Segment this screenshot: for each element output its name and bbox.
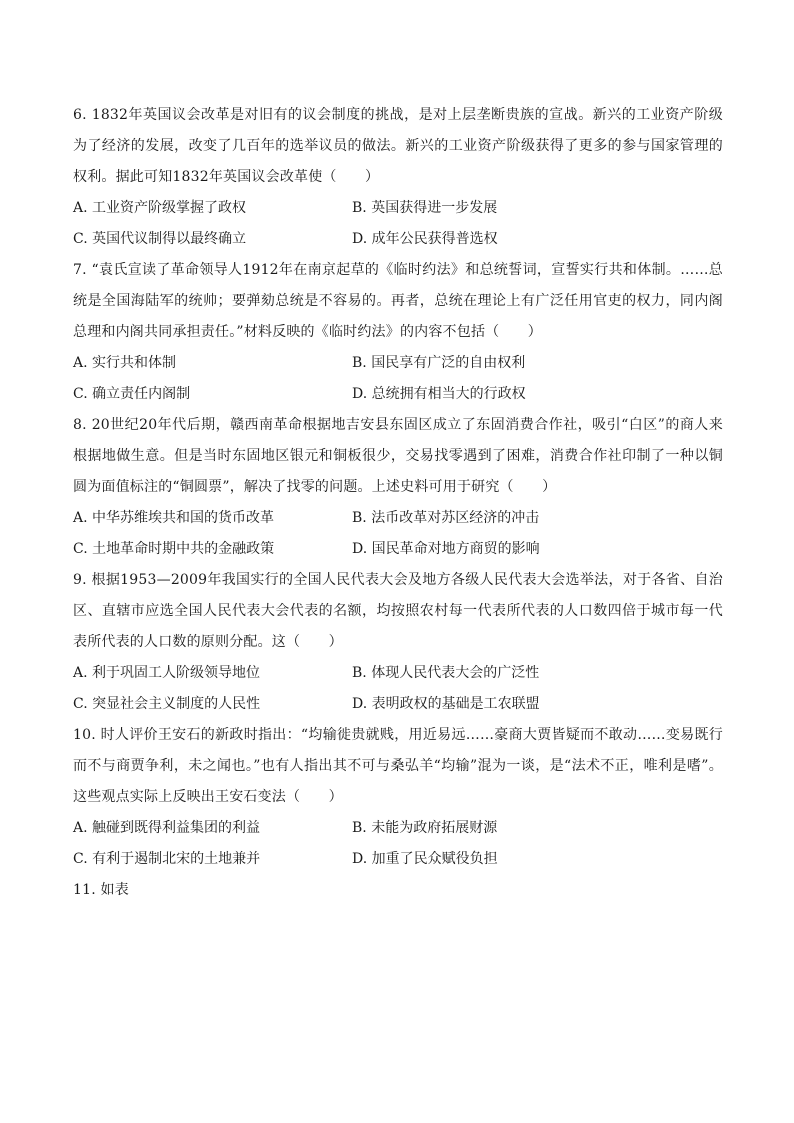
option-d: D. 加重了民众赋役负担 [352,851,498,867]
exam-page [73,100,723,906]
question-stem: 6. 1832年英国议会改革是对旧有的议会制度的挑战，是对上层垄断贵族的宣战。新兴的工业资产阶级为了经济的发展，改变了几百年的选举议员的做法。新兴的工业资产阶级获得了更多的参与国家管理的权利。据此可知1832年英国议会改革使（ ） [73,107,723,185]
question-stem: 11. 如表 [73,882,129,898]
option-d: D. 表明政权的基础是工农联盟 [352,696,540,712]
option-a: A. 利于巩固工人阶级领导地位 [73,665,261,681]
option-d: D. 总统拥有相当大的行政权 [352,386,526,402]
question-6 [73,100,723,255]
option-b: B. 国民享有广泛的自由权利 [352,355,526,371]
option-c: C. 突显社会主义制度的人民性 [73,696,261,712]
question-11 [73,875,723,906]
question-8 [73,410,723,565]
option-b: B. 体现人民代表大会的广泛性 [352,665,540,681]
question-stem: 7. “袁氏宣读了革命领导人1912年在南京起草的《临时约法》和总统誓词，宣誓实行共和体制。……总统是全国海陆军的统帅；要弹劾总统是不容易的。再者，总统在理论上有广泛任用官吏的权力，同内阁总理和内阁共同承担责任。”材料反映的《临时约法》的内容不包括（ ） [73,262,723,340]
option-a: A. 触碰到既得利益集团的利益 [73,820,261,836]
options-grid [73,193,723,255]
option-c: C. 确立责任内阁制 [73,386,191,402]
option-c: C. 有利于遏制北宋的土地兼并 [73,851,261,867]
question-stem: 10. 时人评价王安石的新政时指出：“均输徙贵就贱，用近易远……豪商大贾皆疑而不敢动……变易既行而不与商贾争利，未之闻也。”也有人指出其不可与桑弘羊“均输”混为一谈，是“法术不正，唯利是嗜”。这些观点实际上反映出王安石变法（ ） [73,727,723,805]
option-d: D. 国民革命对地方商贸的影响 [352,541,540,557]
option-c: C. 土地革命时期中共的金融政策 [73,541,275,557]
option-b: B. 法币改革对苏区经济的冲击 [352,510,540,526]
question-stem: 8. 20世纪20年代后期，赣西南革命根据地吉安县东固区成立了东固消费合作社，吸引“白区”的商人来根据地做生意。但是当时东固地区银元和铜板很少，交易找零遇到了困难，消费合作社印制了一种以铜圆为面值标注的“铜圆票”，解决了找零的问题。上述史料可用于研究（ ） [73,417,723,495]
option-c: C. 英国代议制得以最终确立 [73,231,247,247]
option-a: A. 实行共和体制 [73,355,177,371]
option-b: B. 英国获得进一步发展 [352,200,498,216]
option-d: D. 成年公民获得普选权 [352,231,498,247]
option-a: A. 中华苏维埃共和国的货币改革 [73,510,275,526]
options-grid [73,348,723,410]
option-a: A. 工业资产阶级掌握了政权 [73,200,247,216]
question-10 [73,720,723,875]
question-9 [73,565,723,720]
options-grid [73,658,723,720]
options-grid [73,503,723,565]
options-grid [73,813,723,875]
question-stem: 9. 根据1953—2009年我国实行的全国人民代表大会及地方各级人民代表大会选举法，对于各省、自治区、直辖市应选全国人民代表大会代表的名额，均按照农村每一代表所代表的人口数四倍于城市每一代表所代表的人口数的原则分配。这（ ） [73,572,723,650]
option-b: B. 未能为政府拓展财源 [352,820,498,836]
question-7 [73,255,723,410]
